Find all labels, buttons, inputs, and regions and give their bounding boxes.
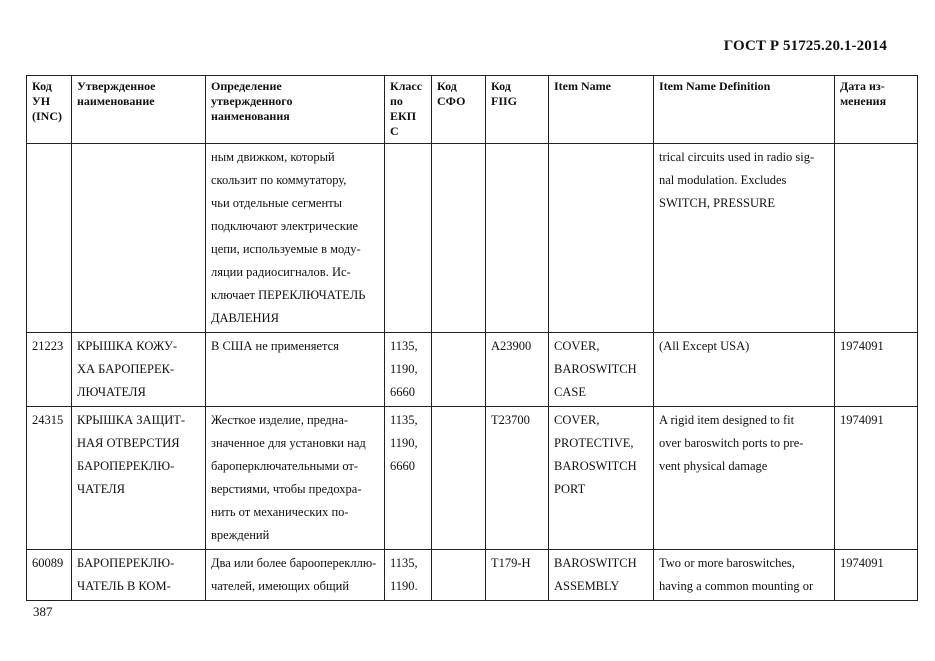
cell-text-line: Item Name xyxy=(554,79,611,93)
cell-text-line: В США не применяется xyxy=(211,339,339,353)
cell-text-line: having a common mounting or xyxy=(659,579,814,593)
cell-text-line: 1974091 xyxy=(840,339,884,353)
cell-definition-ru xyxy=(206,407,385,550)
cell-text-line: БАРОПЕРЕКЛЮ- xyxy=(77,459,175,473)
header-approved-name xyxy=(72,76,206,144)
cell-item-name xyxy=(549,407,654,550)
cell-text-line: 21223 xyxy=(32,339,64,353)
cell-text-line: Код xyxy=(437,79,457,93)
cell-fiig xyxy=(486,333,549,407)
cell-text-line: скользит по коммутатору, xyxy=(211,173,347,187)
cell-text-line: 1190, xyxy=(390,436,418,450)
header-fiig-code xyxy=(486,76,549,144)
cell-fiig xyxy=(486,407,549,550)
header-inc xyxy=(27,76,72,144)
cell-text-line: BAROSWITCH xyxy=(554,459,637,473)
cell-text-line: T23700 xyxy=(491,413,530,427)
header-sfo-code xyxy=(432,76,486,144)
cell-date xyxy=(835,407,918,550)
cell-text-line: Определение xyxy=(211,79,282,93)
cell-date xyxy=(835,550,918,601)
cell-text-line: КРЫШКА ЗАЩИТ- xyxy=(77,413,186,427)
cell-definition-en xyxy=(654,333,835,407)
cell-name-ru xyxy=(72,333,206,407)
cell-class xyxy=(385,407,432,550)
cell-text-line: ЧАТЕЛЬ В КОМ- xyxy=(77,579,171,593)
cell-inc xyxy=(27,333,72,407)
cell-text-line: нить от механических по- xyxy=(211,505,349,519)
cell-text-line: подключают электрические xyxy=(211,219,359,233)
cell-text-line: СФО xyxy=(437,94,466,108)
table-row xyxy=(27,144,918,333)
cell-text-line: CASE xyxy=(554,385,586,399)
cell-text-line: ASSEMBLY xyxy=(554,579,620,593)
page-number: 387 xyxy=(33,604,53,619)
cell-text-line: 1974091 xyxy=(840,556,884,570)
cell-item-name xyxy=(549,144,654,333)
cell-text-line: SWITCH, PRESSURE xyxy=(659,196,775,210)
cell-text-line: 1135, xyxy=(390,339,418,353)
cell-text-line: бароперключательными от- xyxy=(211,459,359,473)
specification-table xyxy=(26,75,918,601)
header-change-date xyxy=(835,76,918,144)
table-row xyxy=(27,333,918,407)
cell-text-line: 1135, xyxy=(390,556,418,570)
cell-inc xyxy=(27,144,72,333)
cell-fiig xyxy=(486,550,549,601)
cell-text-line: A rigid item designed to fit xyxy=(659,413,795,427)
cell-text-line: Два или более барооперекллю- xyxy=(211,556,377,570)
cell-text-line: цепи, используемые в моду- xyxy=(211,242,361,256)
cell-text-line: COVER, xyxy=(554,339,600,353)
cell-text-line: ключает ПЕРЕКЛЮЧАТЕЛЬ xyxy=(211,288,366,302)
cell-definition-ru xyxy=(206,550,385,601)
cell-text-line: БАРОПЕРЕКЛЮ- xyxy=(77,556,175,570)
cell-text-line: trical circuits used in radio sig- xyxy=(659,150,815,164)
cell-inc xyxy=(27,550,72,601)
cell-text-line: PROTECTIVE, xyxy=(554,436,634,450)
cell-text-line: 6660 xyxy=(390,459,415,473)
cell-fiig xyxy=(486,144,549,333)
cell-text-line: FIIG xyxy=(491,94,518,108)
cell-name-ru xyxy=(72,407,206,550)
cell-text-line: over baroswitch ports to pre- xyxy=(659,436,804,450)
cell-text-line: nal modulation. Excludes xyxy=(659,173,787,187)
cell-definition-ru xyxy=(206,333,385,407)
cell-text-line: (All Except USA) xyxy=(659,339,750,353)
cell-text-line: Жесткое изделие, предна- xyxy=(211,413,349,427)
cell-inc xyxy=(27,407,72,550)
cell-sfo xyxy=(432,333,486,407)
cell-sfo xyxy=(432,550,486,601)
cell-text-line: значенное для установки над xyxy=(211,436,366,450)
document-standard-id: ГОСТ Р 51725.20.1-2014 xyxy=(723,38,887,54)
cell-text-line: (INC) xyxy=(32,109,62,123)
cell-name-ru xyxy=(72,550,206,601)
cell-text-line: по xyxy=(390,94,403,108)
header-name-definition xyxy=(206,76,385,144)
cell-definition-en xyxy=(654,407,835,550)
cell-text-line: НАЯ ОТВЕРСТИЯ xyxy=(77,436,180,450)
cell-text-line: 24315 xyxy=(32,413,64,427)
cell-text-line: Код xyxy=(32,79,52,93)
cell-text-line: BAROSWITCH xyxy=(554,362,637,376)
cell-text-line: Класс xyxy=(390,79,423,93)
cell-text-line: Two or more baroswitches, xyxy=(659,556,795,570)
cell-definition-ru xyxy=(206,144,385,333)
cell-text-line: ХА БАРОПЕРЕК- xyxy=(77,362,175,376)
cell-definition-en xyxy=(654,144,835,333)
cell-sfo xyxy=(432,407,486,550)
cell-text-line: 60089 xyxy=(32,556,64,570)
cell-text-line: менения xyxy=(840,94,887,108)
cell-text-line: чателей, имеющих общий xyxy=(211,579,350,593)
cell-text-line: 1190, xyxy=(390,362,418,376)
cell-text-line: BAROSWITCH xyxy=(554,556,637,570)
cell-text-line: ЕКП xyxy=(390,109,417,123)
cell-text-line: УН xyxy=(32,94,51,108)
cell-text-line: наименование xyxy=(77,94,155,108)
cell-text-line: 1190. xyxy=(390,579,418,593)
cell-text-line: Item Name Definition xyxy=(659,79,771,93)
cell-text-line: вреждений xyxy=(211,528,270,542)
cell-text-line: С xyxy=(390,124,399,138)
cell-text-line: чьи отдельные сегменты xyxy=(211,196,343,210)
cell-date xyxy=(835,144,918,333)
cell-text-line: 1974091 xyxy=(840,413,884,427)
cell-text-line: наименования xyxy=(211,109,290,123)
cell-name-ru xyxy=(72,144,206,333)
cell-text-line: COVER, xyxy=(554,413,600,427)
table-header-row xyxy=(27,76,918,144)
cell-class xyxy=(385,333,432,407)
cell-text-line: vent physical damage xyxy=(659,459,768,473)
cell-text-line: T179-H xyxy=(491,556,531,570)
cell-text-line: ЛЮЧАТЕЛЯ xyxy=(77,385,146,399)
cell-date xyxy=(835,333,918,407)
cell-text-line: Утвержденное xyxy=(77,79,156,93)
cell-sfo xyxy=(432,144,486,333)
cell-text-line: 1135, xyxy=(390,413,418,427)
cell-text-line: A23900 xyxy=(491,339,532,353)
cell-text-line: Дата из- xyxy=(840,79,885,93)
cell-class xyxy=(385,550,432,601)
cell-text-line: КРЫШКА КОЖУ- xyxy=(77,339,178,353)
cell-item-name xyxy=(549,333,654,407)
cell-text-line: ЧАТЕЛЯ xyxy=(77,482,125,496)
cell-text-line: утвержденного xyxy=(211,94,293,108)
table-row xyxy=(27,407,918,550)
cell-text-line: ДАВЛЕНИЯ xyxy=(211,311,279,325)
header-item-name xyxy=(549,76,654,144)
cell-text-line: PORT xyxy=(554,482,586,496)
cell-definition-en xyxy=(654,550,835,601)
cell-text-line: 6660 xyxy=(390,385,415,399)
cell-text-line: ным движком, который xyxy=(211,150,335,164)
cell-text-line: ляции радиосигналов. Ис- xyxy=(211,265,351,279)
cell-text-line: Код xyxy=(491,79,511,93)
cell-item-name xyxy=(549,550,654,601)
cell-class xyxy=(385,144,432,333)
header-class xyxy=(385,76,432,144)
table-row xyxy=(27,550,918,601)
header-item-name-definition xyxy=(654,76,835,144)
cell-text-line: верстиями, чтобы предохра- xyxy=(211,482,362,496)
